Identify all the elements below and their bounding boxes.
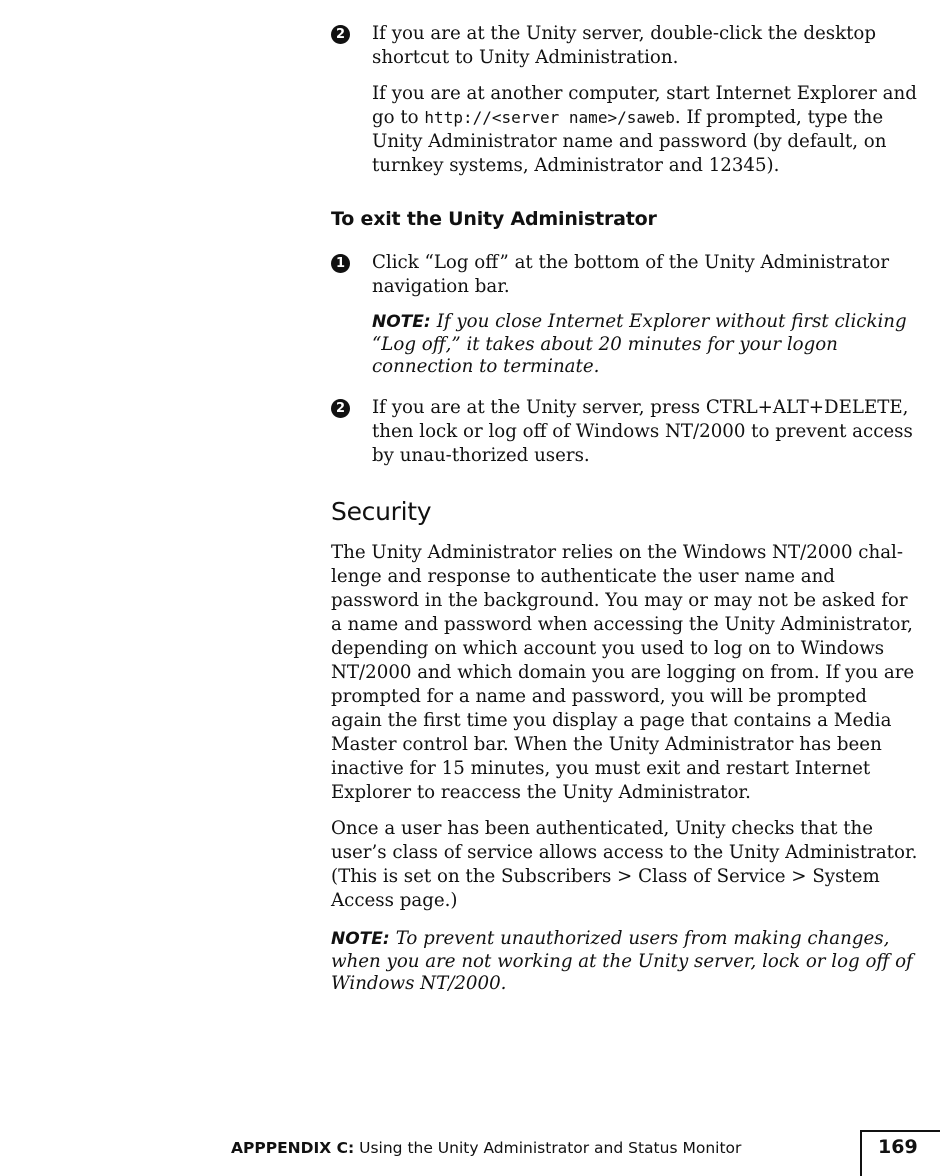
security-paragraph-2: Once a user has been authenticated, Unity checks that the user’s class of service allows access to the Unity Administrator. (This is set on the Subscribers > Class of Service > System Access page.)	[331, 818, 918, 911]
step-paragraph: Click “Log off” at the bottom of the Unity Administrator navigation bar.	[372, 252, 890, 297]
step-paragraph-remote	[372, 82, 921, 178]
step-paragraph: If you are at the Unity server, press CTRL+ALT+DELETE, then lock or log off of Windows NT/2000 to prevent access by unau-thorized users.	[372, 397, 913, 466]
note-text: To prevent unauthorized users from making changes, when you are not working at the Unity server, lock or log off of Windows NT/2000.	[331, 928, 913, 994]
step-number-badge: 1	[331, 254, 350, 273]
note-label: NOTE:	[372, 312, 431, 332]
step-2-open-administrator	[331, 22, 921, 190]
page-footer	[231, 1139, 741, 1157]
appendix-title: Using the Unity Administrator and Status Monitor	[354, 1139, 742, 1157]
note-label: NOTE:	[331, 929, 390, 949]
step-paragraph: If you are at the Unity server, double-click the desktop shortcut to Unity Administration.	[372, 23, 877, 68]
procedure-heading: To exit the Unity Administrator	[331, 208, 657, 230]
step-text-segment: . If prompted, type the Unity Administrator name and password (by default, on turnkey systems, Administrator and 12345).	[372, 107, 887, 176]
saweb-url: http://<server name>/saweb	[424, 108, 675, 127]
note	[331, 928, 921, 996]
step-text-segment: If you are at another computer, start Internet Explorer and go to	[372, 83, 917, 128]
note-text: If you close Internet Explorer without first clicking “Log off,” it takes about 20 minutes for your logon connection to terminate.	[372, 311, 907, 377]
exit-step-1	[331, 251, 921, 391]
section-heading: Security	[331, 497, 432, 526]
exit-step-2	[331, 396, 921, 480]
security-body-2	[331, 817, 921, 913]
step-number-badge: 2	[331, 399, 350, 418]
security-note	[331, 928, 921, 996]
appendix-label: APPPENDIX C:	[231, 1139, 355, 1157]
security-paragraph-1: The Unity Administrator relies on the Windows NT/2000 chal-lenge and response to authenticate the user name and password in the background. You may or may not be asked for a name and password when accessing the Unity Administrator, depending on which account you used to log on to Windows NT/2000 and which domain you are logging on from. If you are prompted for a name and password, you will be prompted again the first time you display a page that contains a Media Master control bar. When the Unity Administrator has been inactive for 15 minutes, you must exit and restart Internet Explorer to reaccess the Unity Administrator.	[331, 542, 915, 803]
step-number-badge: 2	[331, 25, 350, 44]
security-body	[331, 541, 921, 805]
page-number: 169	[878, 1136, 918, 1158]
note	[372, 311, 921, 379]
